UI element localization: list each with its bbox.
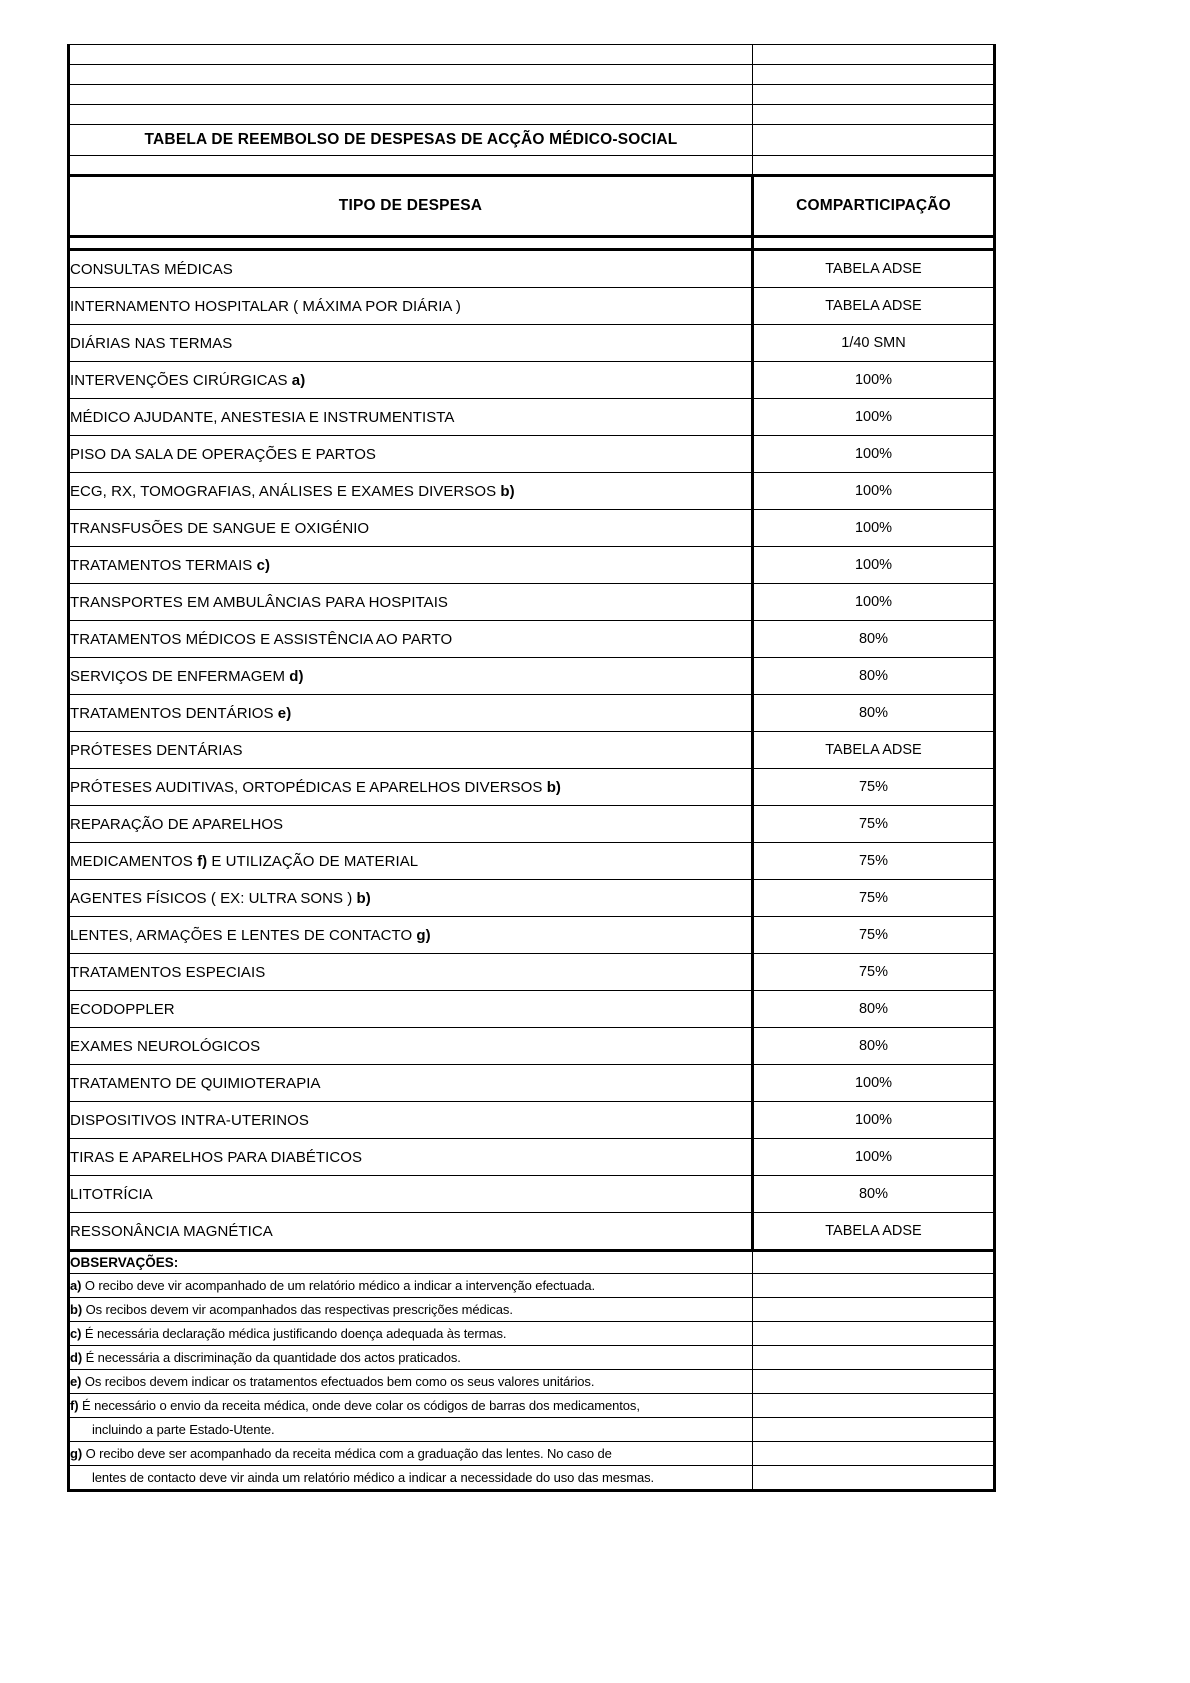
expense-type-cell	[69, 1102, 753, 1139]
observation-text: O recibo deve ser acompanhado da receita médica com a graduação das lentes. No caso de	[82, 1446, 612, 1461]
observation-text: O recibo deve vir acompanhado de um relatório médico a indicar a intervenção efectuada.	[81, 1278, 596, 1293]
expense-type-cell	[69, 510, 753, 547]
contribution-cell: 80%	[753, 991, 995, 1028]
expense-type-cell	[69, 991, 753, 1028]
observation-row	[69, 1394, 995, 1418]
observation-tag: c)	[70, 1326, 82, 1341]
expense-type-cell	[69, 325, 753, 362]
observation-right-cell	[753, 1346, 995, 1370]
expense-type-label: REPARAÇÃO DE APARELHOS	[70, 815, 284, 833]
expense-type-label-suffix: E UTILIZAÇÃO DE MATERIAL	[207, 852, 419, 870]
expense-type-cell	[69, 806, 753, 843]
document-title: TABELA DE REEMBOLSO DE DESPESAS DE ACÇÃO MÉDICO-SOCIAL	[69, 125, 753, 156]
expense-type-label: LITOTRÍCIA	[70, 1185, 153, 1203]
expense-type-label: INTERNAMENTO HOSPITALAR ( MÁXIMA POR DIÁRIA )	[70, 297, 461, 315]
table-row	[69, 954, 995, 991]
observation-note	[69, 1322, 753, 1346]
observation-note-continuation	[69, 1418, 753, 1442]
table-row	[69, 695, 995, 732]
spacer-cell	[69, 156, 753, 176]
table-row	[69, 843, 995, 880]
table-row	[69, 584, 995, 621]
observation-right-cell	[753, 1298, 995, 1322]
reimbursement-table-sheet	[67, 44, 993, 1492]
expense-type-cell	[69, 1176, 753, 1213]
expense-type-label: TRANSPORTES EM AMBULÂNCIAS PARA HOSPITAIS	[70, 593, 448, 611]
contribution-cell: 75%	[753, 769, 995, 806]
observation-right-cell	[753, 1466, 995, 1491]
observation-tag: d)	[70, 1350, 83, 1365]
expense-note-ref: d)	[289, 667, 304, 685]
contribution-cell: 100%	[753, 1102, 995, 1139]
observation-row-continuation	[69, 1466, 995, 1491]
contribution-cell: 100%	[753, 473, 995, 510]
expense-note-ref: b)	[500, 482, 515, 500]
expense-type-label: ECODOPPLER	[70, 1000, 175, 1018]
contribution-cell: TABELA ADSE	[753, 1213, 995, 1251]
contribution-cell: TABELA ADSE	[753, 250, 995, 288]
contribution-cell: 100%	[753, 1139, 995, 1176]
contribution-cell: 75%	[753, 806, 995, 843]
observation-row	[69, 1370, 995, 1394]
expense-type-cell	[69, 658, 753, 695]
table-row	[69, 880, 995, 917]
expense-type-label: TRATAMENTOS ESPECIAIS	[70, 963, 266, 981]
observations-heading: OBSERVAÇÕES:	[69, 1251, 753, 1274]
expense-type-cell	[69, 695, 753, 732]
observation-continuation-text: lentes de contacto deve vir ainda um relatório médico a indicar a necessidade do uso das mesmas.	[92, 1470, 654, 1485]
contribution-cell: 100%	[753, 362, 995, 399]
contribution-cell: 100%	[753, 510, 995, 547]
table-row	[69, 250, 995, 288]
contribution-cell: 75%	[753, 880, 995, 917]
expense-type-cell	[69, 436, 753, 473]
expense-type-label: INTERVENÇÕES CIRÚRGICAS	[70, 371, 292, 389]
contribution-cell: 80%	[753, 621, 995, 658]
observation-text: É necessária declaração médica justificando doença adequada às termas.	[81, 1326, 507, 1341]
table-row	[69, 436, 995, 473]
contribution-cell: 75%	[753, 954, 995, 991]
table-row	[69, 658, 995, 695]
contribution-cell: TABELA ADSE	[753, 732, 995, 769]
contribution-cell: 100%	[753, 399, 995, 436]
expense-type-cell	[69, 288, 753, 325]
observation-note	[69, 1298, 753, 1322]
observation-right-cell	[753, 1322, 995, 1346]
observation-continuation-text: incluindo a parte Estado-Utente.	[92, 1422, 275, 1437]
observation-text: Os recibos devem vir acompanhados das respectivas prescrições médicas.	[82, 1302, 513, 1317]
observation-tag: a)	[70, 1278, 82, 1293]
table-row	[69, 288, 995, 325]
contribution-cell: TABELA ADSE	[753, 288, 995, 325]
blank-cell	[753, 45, 995, 65]
expense-type-label: TRATAMENTOS DENTÁRIOS	[70, 704, 278, 722]
expense-type-label: SERVIÇOS DE ENFERMAGEM	[70, 667, 290, 685]
contribution-cell: 80%	[753, 1028, 995, 1065]
expense-type-cell	[69, 917, 753, 954]
blank-cell	[69, 65, 753, 85]
expense-type-cell	[69, 954, 753, 991]
expense-note-ref: e)	[277, 704, 292, 722]
expense-type-label: RESSONÂNCIA MAGNÉTICA	[70, 1222, 273, 1240]
table-row	[69, 1213, 995, 1251]
expense-note-ref: f)	[197, 852, 208, 870]
observation-tag: f)	[70, 1398, 79, 1413]
contribution-cell: 80%	[753, 695, 995, 732]
observation-note	[69, 1370, 753, 1394]
expense-type-label: TRATAMENTO DE QUIMIOTERAPIA	[70, 1074, 321, 1092]
table-row	[69, 547, 995, 584]
spacer-cell	[753, 156, 995, 176]
observation-note	[69, 1274, 753, 1298]
expense-note-ref: b)	[356, 889, 371, 907]
observation-note	[69, 1442, 753, 1466]
observation-row	[69, 1274, 995, 1298]
expense-note-ref: g)	[416, 926, 431, 944]
observation-tag: g)	[70, 1446, 83, 1461]
table-row	[69, 917, 995, 954]
observation-text: Os recibos devem indicar os tratamentos efectuados bem como os seus valores unitários.	[81, 1374, 595, 1389]
expense-type-label: TRANSFUSÕES DE SANGUE E OXIGÉNIO	[70, 519, 370, 537]
expense-type-cell	[69, 399, 753, 436]
observation-right-cell	[753, 1418, 995, 1442]
expense-type-label: PISO DA SALA DE OPERAÇÕES E PARTOS	[70, 445, 376, 463]
observation-note	[69, 1394, 753, 1418]
expense-type-cell	[69, 732, 753, 769]
table-row	[69, 510, 995, 547]
table-row	[69, 621, 995, 658]
expense-note-ref: a)	[291, 371, 306, 389]
expense-type-label: TRATAMENTOS MÉDICOS E ASSISTÊNCIA AO PARTO	[70, 630, 453, 648]
table-row	[69, 325, 995, 362]
header-underline-cell	[69, 237, 753, 250]
expense-type-label: ECG, RX, TOMOGRAFIAS, ANÁLISES E EXAMES DIVERSOS	[70, 482, 501, 500]
expense-type-cell	[69, 584, 753, 621]
blank-cell	[753, 65, 995, 85]
expense-type-cell	[69, 250, 753, 288]
table-row	[69, 769, 995, 806]
table-row	[69, 1139, 995, 1176]
observation-row	[69, 1346, 995, 1370]
observation-note	[69, 1346, 753, 1370]
expense-type-cell	[69, 880, 753, 917]
observation-row	[69, 1322, 995, 1346]
blank-cell	[753, 105, 995, 125]
contribution-cell: 100%	[753, 1065, 995, 1102]
table-row	[69, 732, 995, 769]
expense-type-label: CONSULTAS MÉDICAS	[70, 260, 233, 278]
observation-right-cell	[753, 1274, 995, 1298]
table-row	[69, 1102, 995, 1139]
reimbursement-table	[67, 44, 996, 1492]
expense-type-label: PRÓTESES AUDITIVAS, ORTOPÉDICAS E APARELHOS DIVERSOS	[70, 778, 547, 796]
expense-type-cell	[69, 473, 753, 510]
table-row	[69, 399, 995, 436]
observation-text: É necessária a discriminação da quantidade dos actos praticados.	[82, 1350, 461, 1365]
header-underline-cell	[753, 237, 995, 250]
table-row	[69, 1176, 995, 1213]
expense-type-label: LENTES, ARMAÇÕES E LENTES DE CONTACTO	[70, 926, 417, 944]
expense-type-label: TIRAS E APARELHOS PARA DIABÉTICOS	[70, 1148, 363, 1166]
contribution-cell: 80%	[753, 658, 995, 695]
observation-row	[69, 1298, 995, 1322]
contribution-cell: 100%	[753, 547, 995, 584]
table-row	[69, 991, 995, 1028]
observations-right-cell	[753, 1251, 995, 1274]
expense-type-label: MEDICAMENTOS	[70, 852, 198, 870]
column-header-description: TIPO DE DESPESA	[69, 176, 753, 237]
expense-type-cell	[69, 1065, 753, 1102]
observation-tag: b)	[70, 1302, 83, 1317]
expense-type-label: MÉDICO AJUDANTE, ANESTESIA E INSTRUMENTISTA	[70, 408, 455, 426]
title-right-cell	[753, 125, 995, 156]
observation-row-continuation	[69, 1418, 995, 1442]
observation-right-cell	[753, 1442, 995, 1466]
contribution-cell: 100%	[753, 584, 995, 621]
expense-type-label: EXAMES NEUROLÓGICOS	[70, 1037, 261, 1055]
expense-type-cell	[69, 1213, 753, 1251]
expense-type-cell	[69, 769, 753, 806]
expense-type-cell	[69, 1139, 753, 1176]
table-row	[69, 362, 995, 399]
contribution-cell: 1/40 SMN	[753, 325, 995, 362]
table-row	[69, 1065, 995, 1102]
table-row	[69, 473, 995, 510]
expense-type-cell	[69, 843, 753, 880]
expense-type-cell	[69, 621, 753, 658]
table-row	[69, 1028, 995, 1065]
contribution-cell: 80%	[753, 1176, 995, 1213]
expense-type-label: DIÁRIAS NAS TERMAS	[70, 334, 233, 352]
expense-type-label: DISPOSITIVOS INTRA-UTERINOS	[70, 1111, 309, 1129]
expense-type-cell	[69, 362, 753, 399]
expense-type-label: TRATAMENTOS TERMAIS	[70, 556, 257, 574]
observation-tag: e)	[70, 1374, 82, 1389]
observation-right-cell	[753, 1370, 995, 1394]
expense-type-label: AGENTES FÍSICOS ( EX: ULTRA SONS )	[70, 889, 357, 907]
expense-type-cell	[69, 547, 753, 584]
observation-row	[69, 1442, 995, 1466]
expense-type-label: PRÓTESES DENTÁRIAS	[70, 741, 243, 759]
expense-note-ref: b)	[546, 778, 561, 796]
contribution-cell: 75%	[753, 917, 995, 954]
table-row	[69, 806, 995, 843]
observation-right-cell	[753, 1394, 995, 1418]
blank-cell	[69, 45, 753, 65]
blank-cell	[69, 85, 753, 105]
expense-type-cell	[69, 1028, 753, 1065]
blank-cell	[753, 85, 995, 105]
column-header-contribution: COMPARTICIPAÇÃO	[753, 176, 995, 237]
contribution-cell: 100%	[753, 436, 995, 473]
blank-cell	[69, 105, 753, 125]
contribution-cell: 75%	[753, 843, 995, 880]
observation-note-continuation	[69, 1466, 753, 1491]
observation-text: É necessário o envio da receita médica, onde deve colar os códigos de barras dos medicamentos,	[78, 1398, 640, 1413]
expense-note-ref: c)	[256, 556, 271, 574]
